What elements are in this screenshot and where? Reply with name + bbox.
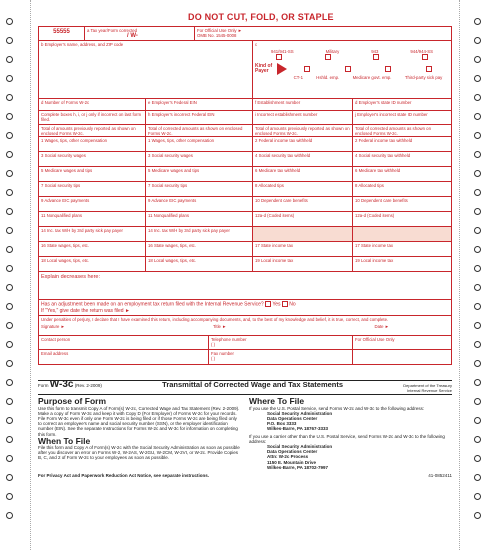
employer-ein[interactable]: e Employer's Federal EIN [146, 99, 253, 110]
amount-cell[interactable]: 2 Federal income tax withheld [253, 137, 353, 151]
amount-cell[interactable]: 7 Social security tips [146, 182, 253, 196]
amount-cell[interactable]: 11 Nonqualified plans [146, 212, 253, 226]
employer-state-id[interactable]: d Employer's state ID number [355, 100, 412, 105]
payer-944-checkbox[interactable] [422, 54, 428, 60]
purpose-text: Use this form to transmit Copy A of Form(s) W-2c, Corrected Wage and Tax Statement (Rev. 2-2009). Make a copy of Form W-3c and keep it with Copy D (For Employer) of Forms W-2c for your records. File Form W-3c even if only one Form W-2c is being filed or if those Forms W-2c are being filed only to correct an employee's name and social security number (SSN), or the employer identification number (EIN). See the separate Instructions for Forms W-2c and W-3c for information on completing this form. [38, 405, 240, 437]
amount-cell[interactable]: 1 Wages, tips, other compensation [39, 137, 146, 151]
incorrect-ein[interactable]: h Employer's incorrect Federal EIN [146, 111, 253, 124]
date-field[interactable]: Date ► [374, 324, 389, 330]
email-address[interactable]: Email address [39, 350, 209, 364]
amount-cell[interactable]: 17 State income tax [253, 242, 353, 256]
amount-cell[interactable]: 6 Medicare tax withheld [253, 167, 353, 181]
amount-cell[interactable]: 1 Wages, tips, other compensation [146, 137, 253, 151]
amount-cell[interactable]: 2 Federal income tax withheld [355, 138, 413, 143]
corr-header-1: Total of corrected amounts as shown on enclosed Forms W-2c. [146, 125, 253, 136]
amount-cell[interactable]: 8 Allocated tips [355, 183, 384, 188]
official-use-2: For Official Use Only [355, 337, 395, 342]
amount-cell[interactable]: 6 Medicare tax withheld [355, 168, 401, 173]
shaded-cell [253, 227, 353, 241]
perforation-right [459, 0, 460, 550]
address-2: Social Security Administration Data Operations Center Attn: W-2c Process 1150 E. Mountain Drive Wilkes-Barre, PA 18702-7997 [267, 444, 333, 470]
payer-ct1-checkbox[interactable] [304, 66, 310, 72]
payer-medicare-checkbox[interactable] [385, 66, 391, 72]
form-title-bar [38, 380, 452, 395]
number-of-forms[interactable]: d Number of Forms W-2c [39, 99, 146, 110]
incorrect-establishment[interactable]: i Incorrect establishment number [253, 111, 353, 124]
prev-header-2: Total of amounts previously reported as shown on enclosed Forms W-2c. [253, 125, 353, 136]
amount-cell[interactable]: 5 Medicare wages and tips [146, 167, 253, 181]
corr-header-2: Total of corrected amounts as shown on enclosed Forms W-2c. [355, 126, 431, 136]
purpose-heading: Purpose of Form [38, 396, 107, 407]
left-column [38, 397, 241, 470]
contact-person[interactable]: Contact person [39, 336, 209, 349]
yes-checkbox[interactable] [265, 301, 271, 307]
amount-cell[interactable]: 18 Local wages, tips, etc. [146, 257, 253, 271]
perforation-left [30, 0, 31, 550]
amount-cell[interactable]: 16 State wages, tips, etc. [146, 242, 253, 256]
official-use-blank [353, 350, 451, 364]
amount-cell[interactable]: 16 State wages, tips, etc. [39, 242, 146, 256]
amount-cell[interactable]: 12a-d (Coded items) [253, 212, 353, 226]
establishment-number[interactable]: f Establishment number [253, 99, 353, 110]
catalog-number: 41-0852411 [428, 473, 452, 479]
where-heading: Where To File [249, 396, 305, 407]
payer-thirdparty-checkbox[interactable] [426, 66, 432, 72]
amount-cell[interactable]: 7 Social security tips [39, 182, 146, 196]
form-title: Transmittal of Corrected Wage and Tax Statements [162, 380, 344, 389]
form-grid [38, 26, 452, 365]
amount-cell[interactable]: 3 Social security wages [39, 152, 146, 166]
payer-military-checkbox[interactable] [325, 54, 331, 60]
footer-line [38, 473, 452, 478]
adjustment-question: Has an adjustment been made on an employment tax return filed with the Internal Revenue Service? Yes No If "Yes," give date the return was filed ► [39, 300, 451, 315]
form-code: 55555 [39, 27, 85, 40]
telephone-number[interactable]: Telephone number ( ) [209, 336, 353, 349]
when-heading: When To File [38, 435, 91, 446]
payer-hshld-checkbox[interactable] [345, 66, 351, 72]
amount-cell[interactable]: 18 Local wages, tips, etc. [39, 257, 146, 271]
amount-cell[interactable]: 14 Inc. tax W/H by 3rd party sick pay payer [39, 227, 146, 241]
where-text-2: If you use a carrier other than the U.S. Postal Service, send Forms W-2c and W-3c to the following address: [249, 433, 445, 444]
tractor-holes-right [474, 18, 484, 531]
complete-note: Complete boxes h, i, or j only if incorrect on last form filed. [39, 111, 146, 124]
amount-cell[interactable]: 3 Social security wages [146, 152, 253, 166]
title-field[interactable]: Title ► [212, 324, 227, 330]
amount-cell[interactable]: 8 Allocated tips [253, 182, 353, 196]
no-checkbox[interactable] [282, 301, 288, 307]
shaded-cell [353, 227, 451, 241]
department: Department of the Treasury Internal Revenue Service [403, 383, 452, 394]
amount-cell[interactable]: 10 Dependent care benefits [253, 197, 353, 211]
amount-cell[interactable]: 12a-d (Coded items) [355, 213, 395, 218]
amount-cell[interactable]: 9 Advance EIC payments [39, 197, 146, 211]
amount-cell[interactable]: 5 Medicare wages and tips [39, 167, 146, 181]
banner: DO NOT CUT, FOLD, OR STAPLE [188, 12, 334, 22]
official-use: For Official Use Only ► OMB No. 1545-0008 [197, 28, 243, 39]
amount-cell[interactable]: 17 State income tax [355, 243, 393, 248]
kind-of-payer-section: c 941/941-SS Military 943 944/944-SS Kind of Payer CT-1 Hshld. emp. Medicare govt. emp. Third-party sick pay [255, 42, 443, 81]
signature-field[interactable]: Signature ► [41, 324, 65, 330]
instructions [38, 380, 452, 478]
privacy-notice: For Privacy Act and Paperwork Reduction Act Notice, see separate instructions. [38, 473, 209, 479]
amount-cell[interactable]: 19 Local income tax [253, 257, 353, 271]
amount-cell[interactable]: 4 Social security tax withheld [355, 153, 411, 158]
kind-arrow-icon [277, 63, 287, 75]
amount-cell[interactable]: 19 Local income tax [355, 258, 394, 263]
amount-cell[interactable]: 11 Nonqualified plans [39, 212, 146, 226]
when-text: File this form and Copy A of Form(s) W-2c with the Social Security Administration as soon as possible after you discover an error on Forms W-2, W-2AS, W-2GU, W-2CM, W-2VI, or W-2c. Provide Copies B, C, and 2 of Form W-2c to your employees as soon as possible. [38, 445, 240, 461]
if-yes-date[interactable]: If "Yes," give date the return was filed ► [41, 307, 130, 314]
fax-number[interactable]: Fax number ( ) [209, 350, 353, 364]
tax-year-field[interactable]: a Tax year/Form corrected / W- [85, 27, 195, 40]
form-id: Form W-3c (Rev. 2-2009) [38, 379, 102, 390]
amount-cell[interactable]: 4 Social security tax withheld [253, 152, 353, 166]
explain-decreases[interactable]: Explain decreases here: [41, 274, 101, 280]
employer-name-address[interactable]: b Employer's name, address, and ZIP code [39, 41, 253, 98]
prev-header-1: Total of amounts previously reported as shown on enclosed Forms W-2c. [39, 125, 146, 136]
right-column [249, 397, 452, 470]
incorrect-state-id[interactable]: j Employer's incorrect state ID number [355, 112, 428, 117]
amount-cell[interactable]: 14 Inc. tax W/H by 3rd party sick pay payer [146, 227, 253, 241]
perjury-statement: Under penalties of perjury, I declare that I have examined this return, including accompanying documents, and, to the best of my knowledge and belief, it is true, correct, and complete. Signature ► Title ► Date ► [39, 316, 451, 335]
payer-941-checkbox[interactable] [276, 54, 282, 60]
payer-943-checkbox[interactable] [373, 54, 379, 60]
amount-cell[interactable]: 9 Advance EIC payments [146, 197, 253, 211]
where-text-1: If you use the U.S. Postal Service, send Forms W-2c and W-3c to the following address: [249, 405, 425, 411]
amount-cell[interactable]: 10 Dependent care benefits [355, 198, 408, 203]
tractor-holes-left [6, 18, 16, 531]
address-1: Social Security Administration Data Operations Center P.O. Box 3333 Wilkes-Barre, PA 18767-3333 [267, 410, 333, 432]
